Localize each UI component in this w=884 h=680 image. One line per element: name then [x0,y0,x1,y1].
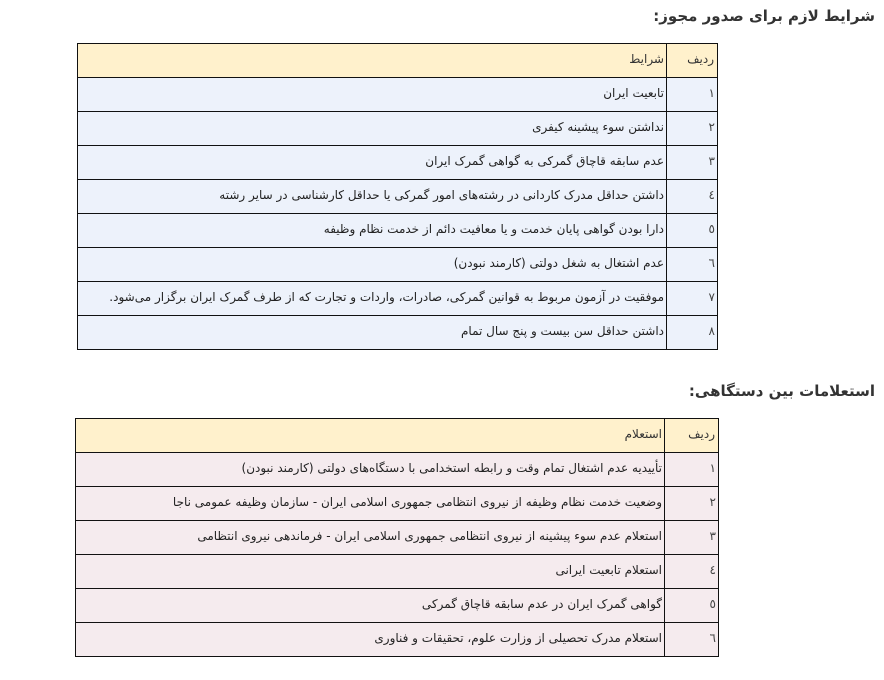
table-row [78,282,718,316]
row-text: استعلام عدم سوء پیشینه از نیروی انتظامی جمهوری اسلامی ایران - فرماندهی نیروی انتظامی [76,521,665,555]
table-header-row [76,419,719,453]
row-text: داشتن حداقل مدرک کاردانی در رشته‌های امور گمرکی یا حداقل کارشناسی در سایر رشته [78,180,667,214]
inquiries-heading: استعلامات بین دستگاهی: [688,382,875,400]
row-index: ٥ [667,214,718,248]
row-text: عدم سابقه قاچاق گمرکی به گواهی گمرک ایران [78,146,667,180]
table-header-row [78,44,718,78]
row-text: استعلام تابعیت ایرانی [76,555,665,589]
row-index: ۷ [667,282,718,316]
table-row [78,248,718,282]
row-index: ٦ [667,248,718,282]
row-index: ٤ [665,555,719,589]
row-text: نداشتن سوء پیشینه کیفری [78,112,667,146]
table-row [76,521,719,555]
row-index: ۱ [665,453,719,487]
table-row [76,589,719,623]
row-index: ۱ [667,78,718,112]
table-row [78,146,718,180]
table-row [78,214,718,248]
column-header-conditions: شرایط [78,44,667,78]
table-row [78,112,718,146]
row-index: ۸ [667,316,718,350]
row-text: وضعیت خدمت نظام وظیفه از نیروی انتظامی جمهوری اسلامی ایران - سازمان وظیفه عمومی ناجا [76,487,665,521]
column-header-index: ردیف [665,419,719,453]
row-index: ٤ [667,180,718,214]
table-row [76,555,719,589]
table-row [78,316,718,350]
row-text: موفقیت در آزمون مربوط به قوانین گمرکی، صادرات، واردات و تجارت که از طرف گمرک ایران برگزار می‌شود. [78,282,667,316]
table-row [78,78,718,112]
table-row [76,623,719,657]
row-text: عدم اشتغال به شغل دولتی (کارمند نبودن) [78,248,667,282]
row-index: ۳ [667,146,718,180]
row-text: دارا بودن گواهی پایان خدمت و یا معافیت دائم از خدمت نظام وظیفه [78,214,667,248]
inquiries-table [75,418,719,657]
row-text: داشتن حداقل سن بیست و پنج سال تمام [78,316,667,350]
table-row [78,180,718,214]
row-index: ۳ [665,521,719,555]
column-header-index: ردیف [667,44,718,78]
row-text: تأییدیه عدم اشتغال تمام وقت و رابطه استخدامی با دستگاه‌های دولتی (کارمند نبودن) [76,453,665,487]
requirements-heading: شرایط لازم برای صدور مجوز: [653,7,875,25]
table-row [76,453,719,487]
row-index: ٥ [665,589,719,623]
table-row [76,487,719,521]
row-text: استعلام مدرک تحصیلی از وزارت علوم، تحقیقات و فناوری [76,623,665,657]
requirements-table [77,43,718,350]
row-text: تابعیت ایران [78,78,667,112]
row-index: ۲ [665,487,719,521]
column-header-inquiry: استعلام [76,419,665,453]
row-text: گواهی گمرک ایران در عدم سابقه قاچاق گمرکی [76,589,665,623]
row-index: ٦ [665,623,719,657]
row-index: ۲ [667,112,718,146]
